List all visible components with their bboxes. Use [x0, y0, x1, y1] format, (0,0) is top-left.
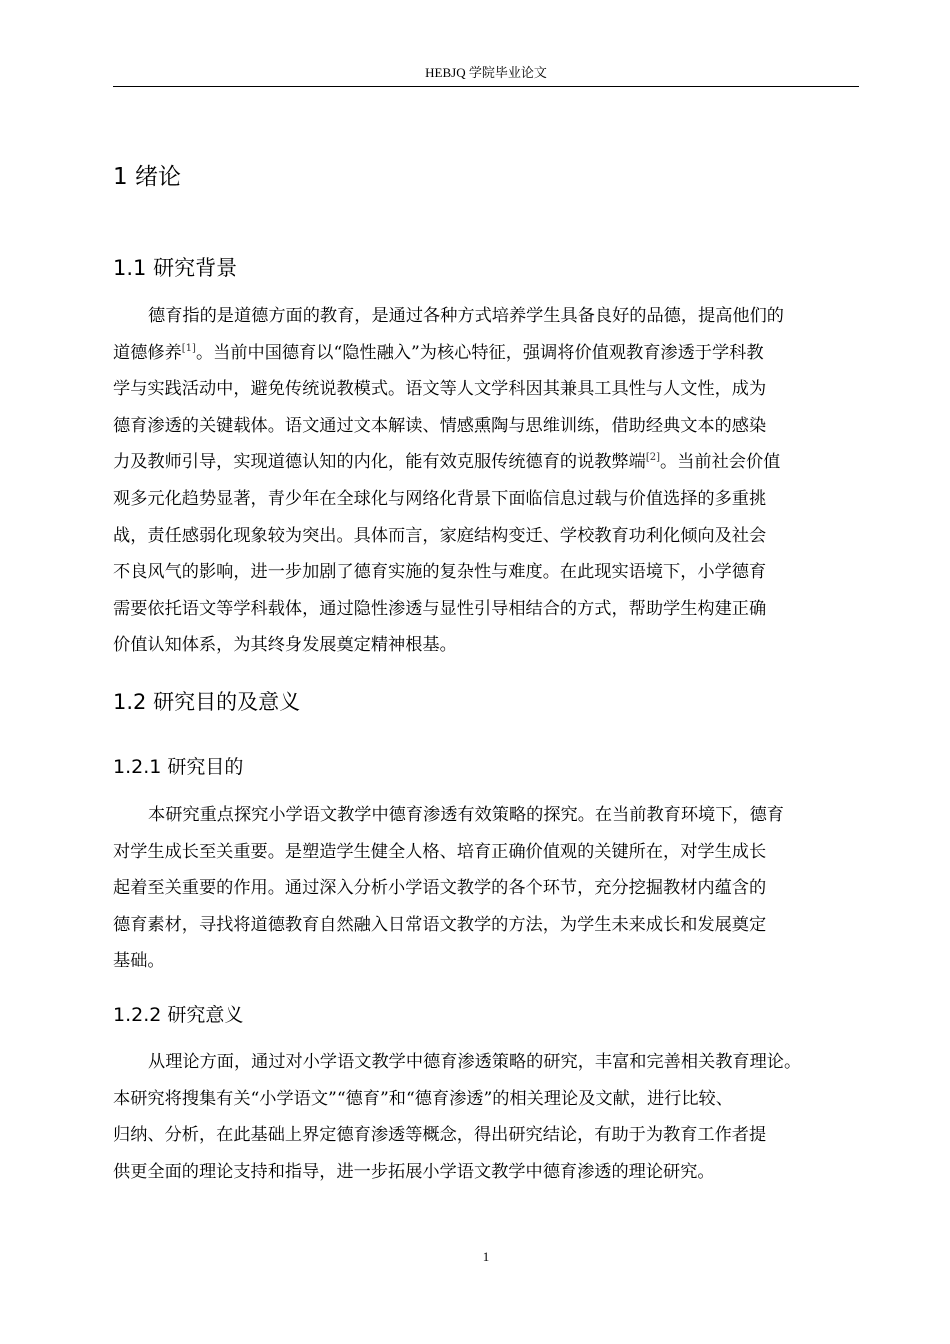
- paragraph-line: 观多元化趋势显著，青少年在全球化与网络化背景下面临信息过载与价值选择的多重挑: [113, 488, 767, 509]
- paragraph-line: 从理论方面，通过对小学语文教学中德育渗透策略的研究，丰富和完善相关教育理论。: [148, 1052, 802, 1072]
- citation-1[interactable]: [1]: [181, 342, 196, 354]
- paragraph-line: [113, 335, 859, 372]
- paragraph-line: 德育指的是道德方面的教育，是通过各种方式培养学生具备良好的品德，提高他们的: [148, 306, 784, 326]
- line-text: 。当前社会价值: [660, 452, 781, 473]
- section-1-2-2-title: 1.2.2 研究意义: [113, 1004, 244, 1026]
- paragraph-line: 价值认知体系，为其终身发展奠定精神根基。: [113, 635, 457, 656]
- paragraph-line: 本研究重点探究小学语文教学中德育渗透有效策略的探究。在当前教育环境下，德育: [148, 805, 784, 825]
- section-1-1-paragraph: [113, 298, 859, 664]
- paragraph-line: 德育渗透的关键载体。语文通过文本解读、情感熏陶与思维训练，借助经典文本的感染: [113, 415, 767, 436]
- page-header: HEBJQ 学院毕业论文: [425, 65, 547, 80]
- page-number: 1: [482, 1249, 490, 1264]
- paragraph-line: 需要依托语文等学科载体，通过隐性渗透与显性引导相结合的方式，帮助学生构建正确: [113, 598, 767, 619]
- section-1-2-1-title: 1.2.1 研究目的: [113, 756, 244, 778]
- paragraph-line: 德育素材，寻找将道德教育自然融入日常语文教学的方法，为学生未来成长和发展奠定: [113, 914, 767, 935]
- paragraph-line: 供更全面的理论支持和指导，进一步拓展小学语文教学中德育渗透的理论研究。: [113, 1161, 715, 1182]
- paragraph-line: [113, 444, 859, 481]
- line-text: 力及教师引导，实现道德认知的内化，能有效克服传统德育的说教弊端: [113, 452, 646, 473]
- section-1-1-title: 1.1 研究背景: [113, 256, 238, 280]
- header-rule: [113, 86, 859, 87]
- section-1-2-title: 1.2 研究目的及意义: [113, 690, 301, 714]
- paragraph-line: 起着至关重要的作用。通过深入分析小学语文教学的各个环节，充分挖掘教材内蕴含的: [113, 878, 767, 899]
- paragraph-line: 不良风气的影响，进一步加剧了德育实施的复杂性与难度。在此现实语境下，小学德育: [113, 562, 767, 583]
- chapter-title: 1 绪论: [113, 164, 181, 190]
- line-text: 道德修养: [113, 342, 182, 363]
- section-1-2-1-paragraph: [113, 797, 859, 980]
- paragraph-line: 学与实践活动中，避免传统说教模式。语文等人文学科因其兼具工具性与人文性，成为: [113, 379, 767, 400]
- line-text: 。当前中国德育以“隐性融入”为核心特征，强调将价值观教育渗透于学科教: [195, 342, 764, 363]
- paragraph-line: 对学生成长至关重要。是塑造学生健全人格、培育正确价值观的关键所在，对学生成长: [113, 841, 767, 862]
- paragraph-line: 本研究将搜集有关“小学语文”“德育”和“德育渗透”的相关理论及文献，进行比较、: [113, 1088, 733, 1109]
- paragraph-line: 基础。: [113, 951, 165, 972]
- citation-2[interactable]: [2]: [645, 452, 660, 464]
- paragraph-line: 战，责任感弱化现象较为突出。具体而言，家庭结构变迁、学校教育功利化倾向及社会: [113, 525, 767, 546]
- paragraph-line: 归纳、分析，在此基础上界定德育渗透等概念，得出研究结论，有助于为教育工作者提: [113, 1125, 767, 1146]
- section-1-2-2-paragraph: [113, 1044, 859, 1190]
